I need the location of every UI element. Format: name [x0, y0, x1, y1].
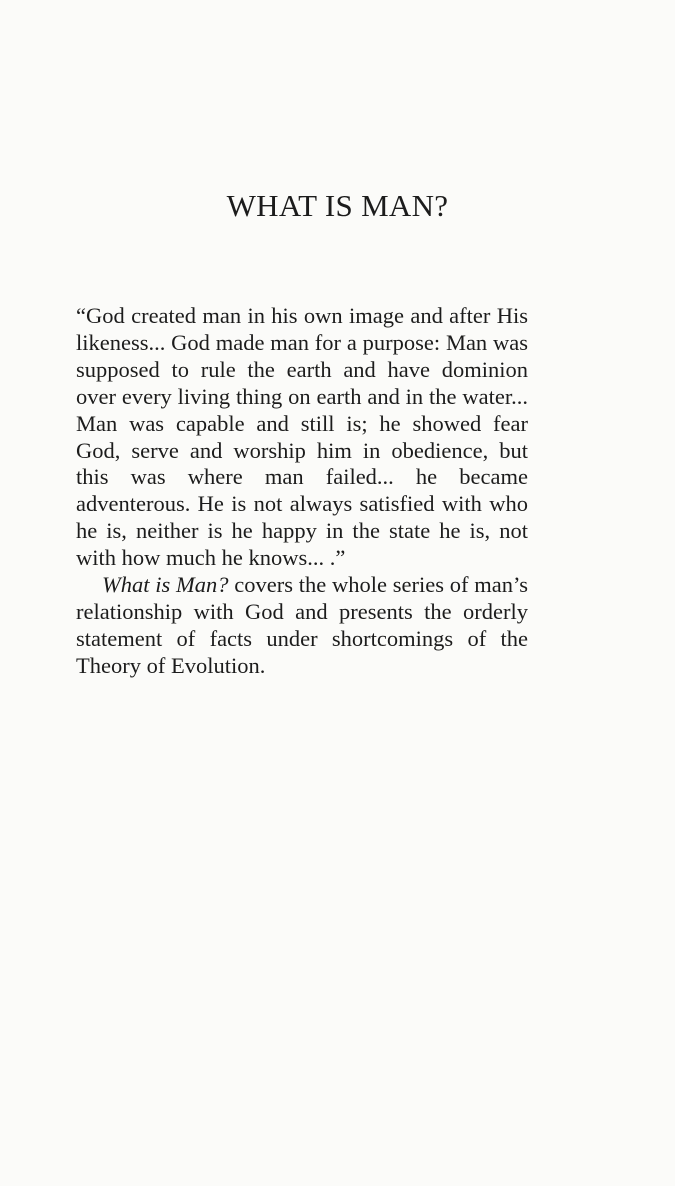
summary-paragraph [76, 572, 528, 680]
quote-paragraph: “God created man in his own image and after His likeness... God made man for a purpose: Man was supposed to rule the earth and have dominion over every living thing on earth and in the water... Man was capable and still is; he showed fear God, serve and worship him in obedience, but this was where man failed... he became adventerous. He is not always satisfied with who he is, neither is he happy in the state he is, not with how much he knows... .” [76, 303, 528, 571]
book-title-italic: What is Man? [102, 572, 229, 598]
summary-text: covers the whole series of man’s relationship with God and presents the orderly statement of facts under shortcomings of the Theory of Evolution. [76, 572, 528, 678]
page-title: WHAT IS MAN? [226, 188, 449, 223]
blurb-text [76, 303, 528, 680]
